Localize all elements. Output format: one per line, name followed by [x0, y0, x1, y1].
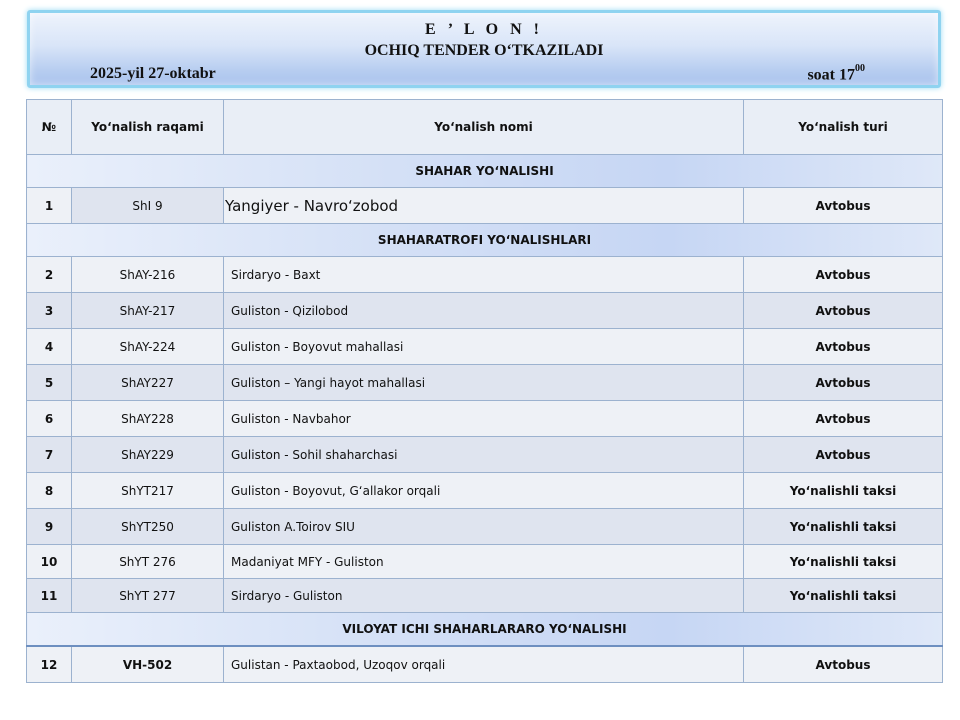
- header-number: №: [27, 100, 72, 155]
- section-title: VILOYAT ICHI SHAHARLARARO YO‘NALISHI: [27, 613, 943, 647]
- route-type: Yo‘nalishli taksi: [744, 473, 943, 509]
- section-title: SHAHARATROFI YO‘NALISHLARI: [27, 224, 943, 257]
- announcement-time: [807, 65, 865, 84]
- route-name: Sirdaryo - Guliston: [224, 579, 744, 613]
- route-type: Avtobus: [744, 257, 943, 293]
- route-name: Guliston - Navbahor: [224, 401, 744, 437]
- table-row: [27, 365, 943, 401]
- table-row: [27, 579, 943, 613]
- row-number: 8: [27, 473, 72, 509]
- row-number: 9: [27, 509, 72, 545]
- section-row: [27, 613, 943, 647]
- route-code: ShAY228: [72, 401, 224, 437]
- row-number: 6: [27, 401, 72, 437]
- row-number: 1: [27, 188, 72, 224]
- row-number: 2: [27, 257, 72, 293]
- row-number: 12: [27, 646, 72, 683]
- route-type: Avtobus: [744, 293, 943, 329]
- announcement-subtitle: OCHIQ TENDER O‘TKAZILADI: [364, 42, 604, 59]
- route-type: Avtobus: [744, 646, 943, 683]
- route-code: ShYT 276: [72, 545, 224, 579]
- row-number: 11: [27, 579, 72, 613]
- route-code: VH-502: [72, 646, 224, 683]
- table-row: [27, 437, 943, 473]
- route-type: Avtobus: [744, 437, 943, 473]
- route-code: ShAY-216: [72, 257, 224, 293]
- table-row: [27, 257, 943, 293]
- route-name: Gulistan - Paxtaobod, Uzoqov orqali: [224, 646, 744, 683]
- row-number: 4: [27, 329, 72, 365]
- route-code: ShAY-217: [72, 293, 224, 329]
- announcement-banner: [27, 10, 941, 88]
- time-hour: soat 17: [807, 66, 855, 84]
- route-type: Avtobus: [744, 401, 943, 437]
- route-code: ShAY-224: [72, 329, 224, 365]
- table-row: [27, 646, 943, 683]
- header-route-code: Yo‘nalish raqami: [72, 100, 224, 155]
- header-route-name: Yo‘nalish nomi: [224, 100, 744, 155]
- row-number: 3: [27, 293, 72, 329]
- table-row: [27, 188, 943, 224]
- route-type: Yo‘nalishli taksi: [744, 579, 943, 613]
- route-code: ShYT 277: [72, 579, 224, 613]
- row-number: 5: [27, 365, 72, 401]
- table-row: [27, 329, 943, 365]
- route-code: ShYT217: [72, 473, 224, 509]
- route-name: Madaniyat MFY - Guliston: [224, 545, 744, 579]
- table-row: [27, 401, 943, 437]
- routes-table: [26, 99, 943, 683]
- route-code: ShAY227: [72, 365, 224, 401]
- route-type: Avtobus: [744, 329, 943, 365]
- announcement-date: 2025-yil 27-oktabr: [90, 65, 216, 82]
- route-code: ShI 9: [72, 188, 224, 224]
- header-route-type: Yo‘nalish turi: [744, 100, 943, 155]
- section-row: [27, 224, 943, 257]
- route-name: Guliston - Qizilobod: [224, 293, 744, 329]
- route-type: Avtobus: [744, 365, 943, 401]
- table-row: [27, 545, 943, 579]
- route-type: Yo‘nalishli taksi: [744, 545, 943, 579]
- route-type: Yo‘nalishli taksi: [744, 509, 943, 545]
- route-name: Guliston A.Toirov SIU: [224, 509, 744, 545]
- route-type: Avtobus: [744, 188, 943, 224]
- table-row: [27, 293, 943, 329]
- row-number: 7: [27, 437, 72, 473]
- table-row: [27, 509, 943, 545]
- route-name: Guliston - Boyovut mahallasi: [224, 329, 744, 365]
- route-name: Guliston – Yangi hayot mahallasi: [224, 365, 744, 401]
- section-row: [27, 155, 943, 188]
- row-number: 10: [27, 545, 72, 579]
- route-name: Sirdaryo - Baxt: [224, 257, 744, 293]
- route-code: ShAY229: [72, 437, 224, 473]
- route-name: Guliston - Sohil shaharchasi: [224, 437, 744, 473]
- time-minutes: 00: [855, 63, 865, 74]
- route-name: Yangiyer - Navro‘zobod: [224, 188, 744, 224]
- table-row: [27, 473, 943, 509]
- announcement-title: E ’ L O N !: [425, 21, 543, 38]
- table-header-row: [27, 100, 943, 155]
- section-title: SHAHAR YO‘NALISHI: [27, 155, 943, 188]
- route-name: Guliston - Boyovut, G‘allakor orqali: [224, 473, 744, 509]
- route-code: ShYT250: [72, 509, 224, 545]
